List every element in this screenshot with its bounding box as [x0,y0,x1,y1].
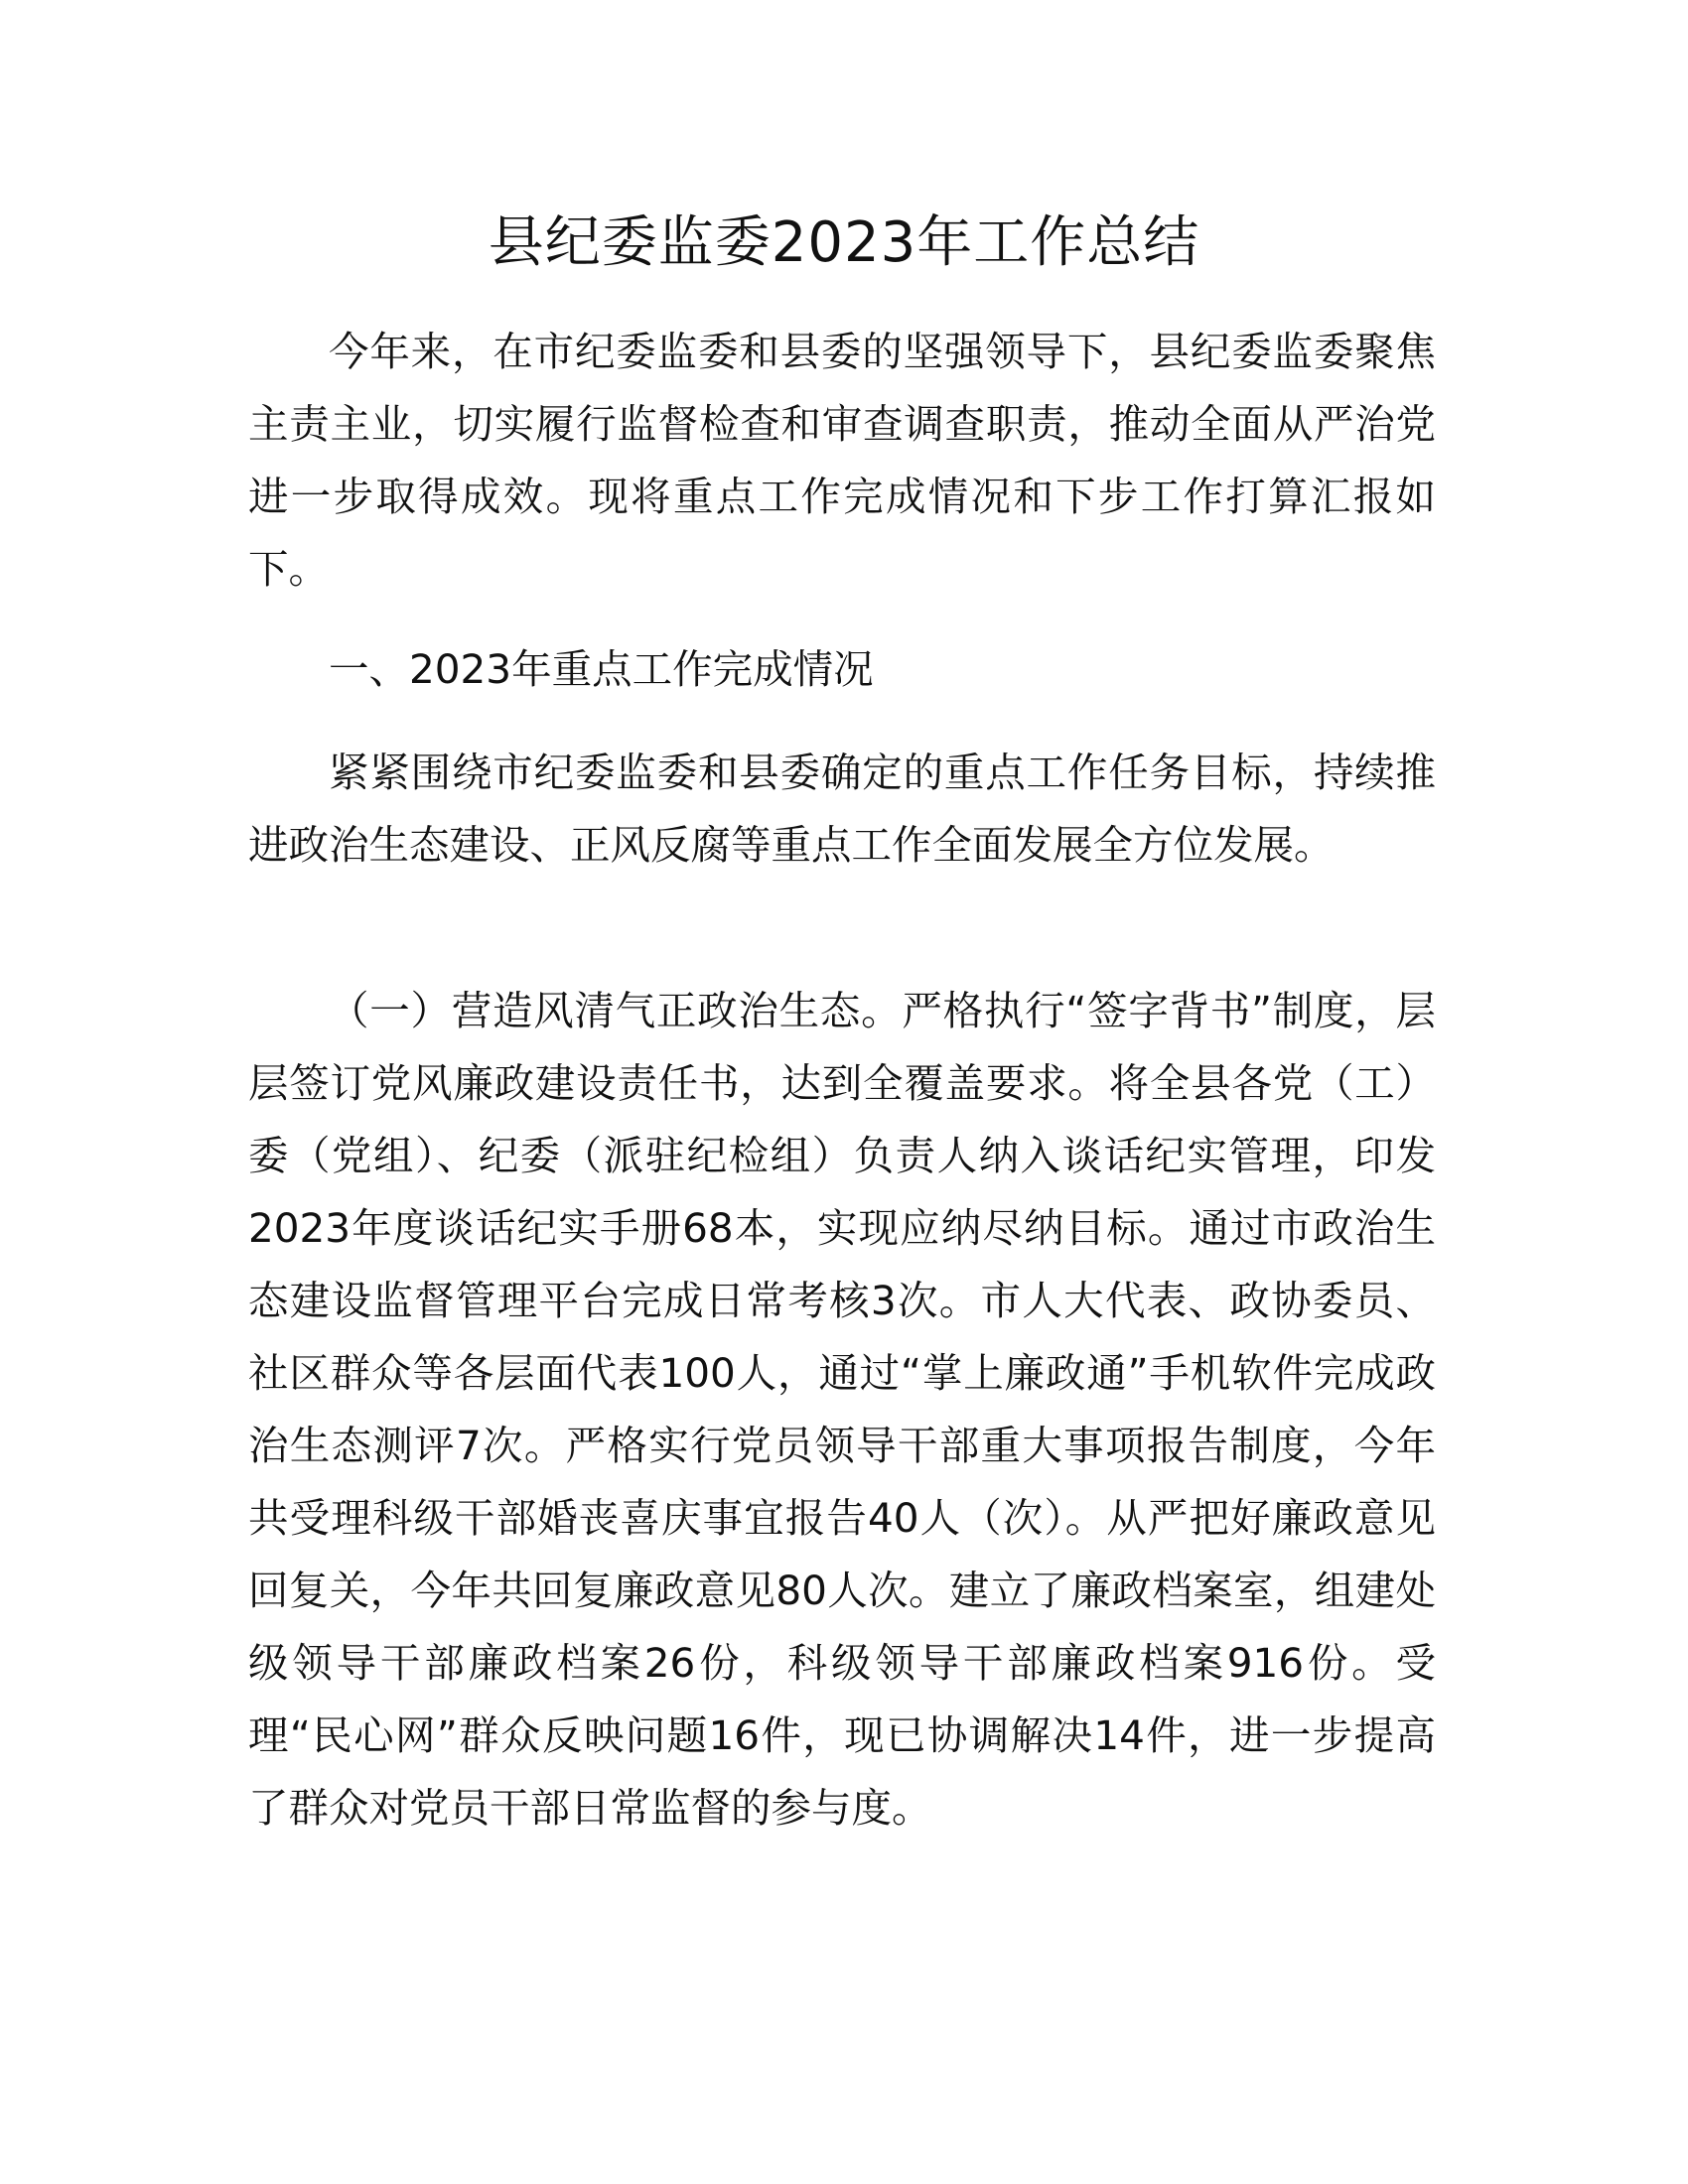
document-title: 县纪委监委2023年工作总结 [488,210,1200,275]
section-heading: 一、2023年重点工作完成情况 [329,645,874,693]
intro-paragraph: 今年来，在市纪委监委和县委的坚强领导下，县纪委监委聚焦主责主业，切实履行监督检查和审查调查职责，推动全面从严治党进一步取得成效。现将重点工作完成情况和下步工作打算汇报如下。 [248,328,1436,593]
subsection-paragraph: （一）营造风清气正政治生态。严格执行“签字背书”制度，层层签订党风廉政建设责任书，达到全覆盖要求。将全县各党（工）委（党组）、纪委（派驻纪检组）负责人纳入谈话纪实管理，印发2023年度谈话纪实手册68本，实现应纳尽纳目标。通过市政治生态建设监督管理平台完成日常考核3次。市人大代表、政协委员、社区群众等各层面代表100人，通过“掌上廉政通”手机软件完成政治生态测评7次。严格实行党员领导干部重大事项报告制度，今年共受理科级干部婚丧喜庆事宜报告40人（次）。从严把好廉政意见回复关，今年共回复廉政意见80人次。建立了廉政档案室，组建处级领导干部廉政档案26份，科级领导干部廉政档案916份。受理“民心网”群众反映问题16件，现已协调解决14件，进一步提高了群众对党员干部日常监督的参与度。 [248,987,1436,1832]
section-intro-paragraph: 紧紧围绕市纪委监委和县委确定的重点工作任务目标，持续推进政治生态建设、正风反腐等重点工作全面发展全方位发展。 [248,749,1436,869]
